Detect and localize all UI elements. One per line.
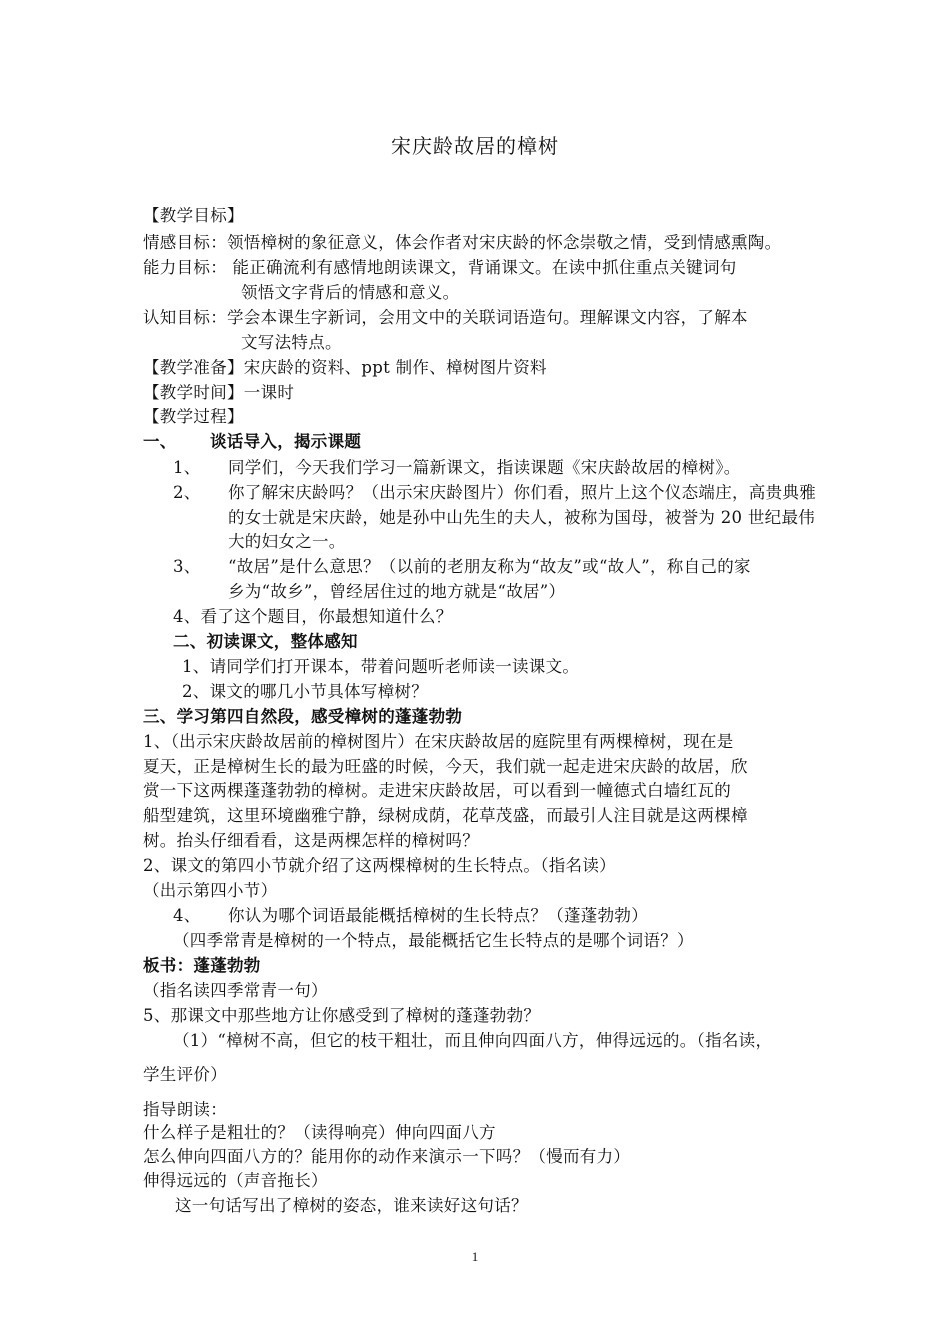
goal-emotion: 情感目标：领悟樟树的象征意义，体会作者对宋庆龄的怀念崇敬之情，受到情感熏陶。 [143,233,782,252]
part2-heading: 二、初读课文，整体感知 [173,632,358,651]
part1-item3-number: 3、 [173,557,201,576]
teaching-prep: 【教学准备】宋庆龄的资料、ppt 制作、樟树图片资料 [143,358,547,377]
part3-item4-number: 4、 [173,906,201,925]
blackboard-note-reading: （指名读四季常青一句） [143,981,328,1000]
part3-p1-line2: 夏天，正是樟树生长的最为旺盛的时候，今天，我们就一起走进宋庆龄的故居，欣 [143,757,748,776]
part3-p1-line5: 树。抬头仔细看看，这是两棵怎样的樟树吗？ [143,831,479,850]
part3-item5-sub1-cont: 学生评价） [143,1065,227,1084]
part3-p1-line1: 1、（出示宋庆龄故居前的樟树图片）在宋庆龄故居的庭院里有两棵樟树，现在是 [143,732,734,751]
reading-guide-1: 什么样子是粗壮的？（读得响亮）伸向四面八方 [143,1123,496,1142]
part3-p1-line4: 船型建筑，这里环境幽雅宁静，绿树成荫，花草茂盛，而最引人注目就是这两棵樟 [143,806,748,825]
blackboard-note: 板书：蓬蓬勃勃 [143,956,261,975]
part1-item2-line3: 大的妇女之一。 [228,532,346,551]
part1-item3-line2: 乡为“故乡”，曾经居住过的地方就是“故居”） [228,582,566,601]
part3-heading: 三、学习第四自然段，感受樟树的蓬蓬勃勃 [143,707,463,726]
reading-guide-3: 伸得远远的（声音拖长） [143,1171,328,1190]
part2-item1: 1、请同学们打开课本，带着问题听老师读一读课文。 [182,657,580,676]
part3-item4: 你认为哪个词语最能概括樟树的生长特点？（蓬蓬勃勃） [228,906,648,925]
teaching-process: 【教学过程】 [143,407,244,426]
part1-number: 一、 [143,432,177,451]
part2-item2: 2、课文的哪几小节具体写樟树？ [182,682,428,701]
reading-guide-header: 指导朗读： [143,1100,227,1119]
part1-item2-line2: 的女士就是宋庆龄，她是孙中山先生的夫人，被称为国母，被誉为 20 世纪最伟 [228,508,816,527]
part1-item4: 4、看了这个题目，你最想知道什么？ [173,607,453,626]
part3-item5-sub1: （1）“樟树不高，但它的枝干粗壮，而且伸向四面八方，伸得远远的。（指名读， [173,1031,773,1050]
teaching-time: 【教学时间】一课时 [143,383,295,402]
goal-ability-cont: 领悟文字背后的情感和意义。 [241,283,460,302]
page-number: 1 [471,1249,479,1264]
goal-cognition-cont: 文写法特点。 [241,333,342,352]
part1-heading: 谈话导入，揭示课题 [210,432,362,451]
goals-header: 【教学目标】 [143,206,244,225]
reading-guide-4: 这一句话写出了樟树的姿态，谁来读好这句话？ [175,1196,528,1215]
part1-item1: 同学们，今天我们学习一篇新课文，指读课题《宋庆龄故居的樟树》。 [228,458,741,477]
part3-p2: 2、课文的第四小节就介绍了这两棵樟树的生长特点。（指名读） [143,856,616,875]
part1-item1-number: 1、 [173,458,201,477]
part3-item5: 5、那课文中那些地方让你感受到了樟树的蓬蓬勃勃？ [143,1006,541,1025]
part3-p1-line3: 赏一下这两棵蓬蓬勃勃的樟树。走进宋庆龄故居，可以看到一幢德式白墙红瓦的 [143,781,731,800]
reading-guide-2: 怎么伸向四面八方的？能用你的动作来演示一下吗？（慢而有力） [143,1147,631,1166]
part1-item2-line1: 你了解宋庆龄吗？（出示宋庆龄图片）你们看，照片上这个仪态端庄，高贵典雅 [228,483,816,502]
document-title: 宋庆龄故居的樟树 [391,134,559,158]
part1-item3-line1: “故居”是什么意思？（以前的老朋友称为“故友”或“故人”，称自己的家 [228,557,751,576]
part3-item4-note: （四季常青是樟树的一个特点，最能概括它生长特点的是哪个词语？） [173,931,694,950]
part1-item2-number: 2、 [173,483,201,502]
goal-cognition: 认知目标：学会本课生字新词，会用文中的关联词语造句。理解课文内容，了解本 [143,308,748,327]
goal-ability: 能力目标： 能正确流利有感情地朗读课文，背诵课文。在读中抓住重点关键词句 [143,258,737,277]
part3-p2-show: （出示第四小节） [143,881,278,900]
